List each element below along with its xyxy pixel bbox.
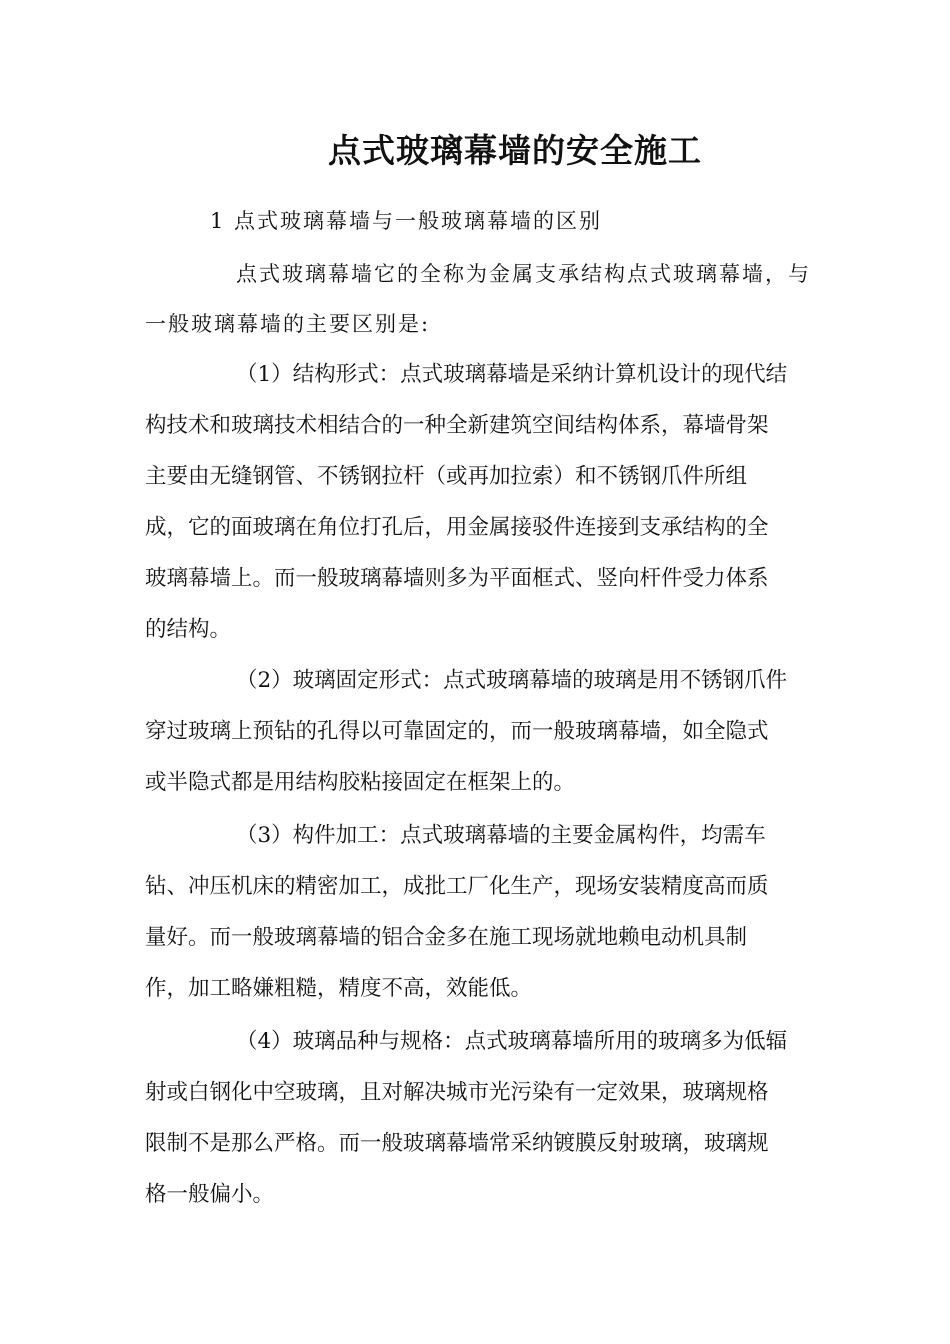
paragraph-4-line: 限制不是那么严格。而一般玻璃幕墙常采纳镀膜反射玻璃，玻璃规 [145,1131,769,1156]
paragraph-4-line: 射或白钢化中空玻璃，且对解决城市光污染有一定效果，玻璃规格 [145,1080,769,1105]
paragraph-2-line: 或半隐式都是用结构胶粘接固定在框架上的。 [145,770,576,795]
paragraph-3-line: 钻、冲压机床的精密加工，成批工厂化生产，现场安装精度高而质 [145,874,769,899]
paragraph-3-line: 量好。而一般玻璃幕墙的铝合金多在施工现场就地赖电动机具制 [145,925,748,950]
paragraph-1-line: 构技术和玻璃技术相结合的一种全新建筑空间结构体系，幕墙骨架 [145,413,769,438]
intro-line-1: 点式玻璃幕墙它的全称为金属支承结构点式玻璃幕墙，与 [236,262,811,286]
paragraph-3-line: （3）构件加工：点式玻璃幕墙的主要金属构件，均需车 [236,823,766,848]
paragraph-1-line: 成，它的面玻璃在角位打孔后，用金属接驳件连接到支承结构的全 [145,515,769,540]
paragraph-2-line: （2）玻璃固定形式：点式玻璃幕墙的玻璃是用不锈钢爪件 [236,668,788,693]
intro-line-2: 一般玻璃幕墙的主要区别是: [145,312,431,336]
document-title: 点式玻璃幕墙的安全施工 [328,131,702,170]
paragraph-1-line: （1）结构形式：点式玻璃幕墙是采纳计算机设计的现代结 [236,362,788,387]
paragraph-1-line: 主要由无缝钢管、不锈钢拉杆（或再加拉索）和不锈钢爪件所组 [145,464,748,489]
paragraph-3-line: 作，加工略嫌粗糙，精度不高，效能低。 [145,976,533,1001]
paragraph-4-line: 格一般偏小。 [145,1182,275,1207]
paragraph-2-line: 穿过玻璃上预钻的孔得以可靠固定的，而一般玻璃幕墙，如全隐式 [145,719,769,744]
section-heading: 1 点式玻璃幕墙与一般玻璃幕墙的区别 [210,209,603,233]
paragraph-1-line: 玻璃幕墙上。而一般玻璃幕墙则多为平面框式、竖向杆件受力体系 [145,566,769,591]
paragraph-4-line: （4）玻璃品种与规格：点式玻璃幕墙所用的玻璃多为低辐 [236,1029,788,1054]
paragraph-1-line: 的结构。 [145,617,232,642]
